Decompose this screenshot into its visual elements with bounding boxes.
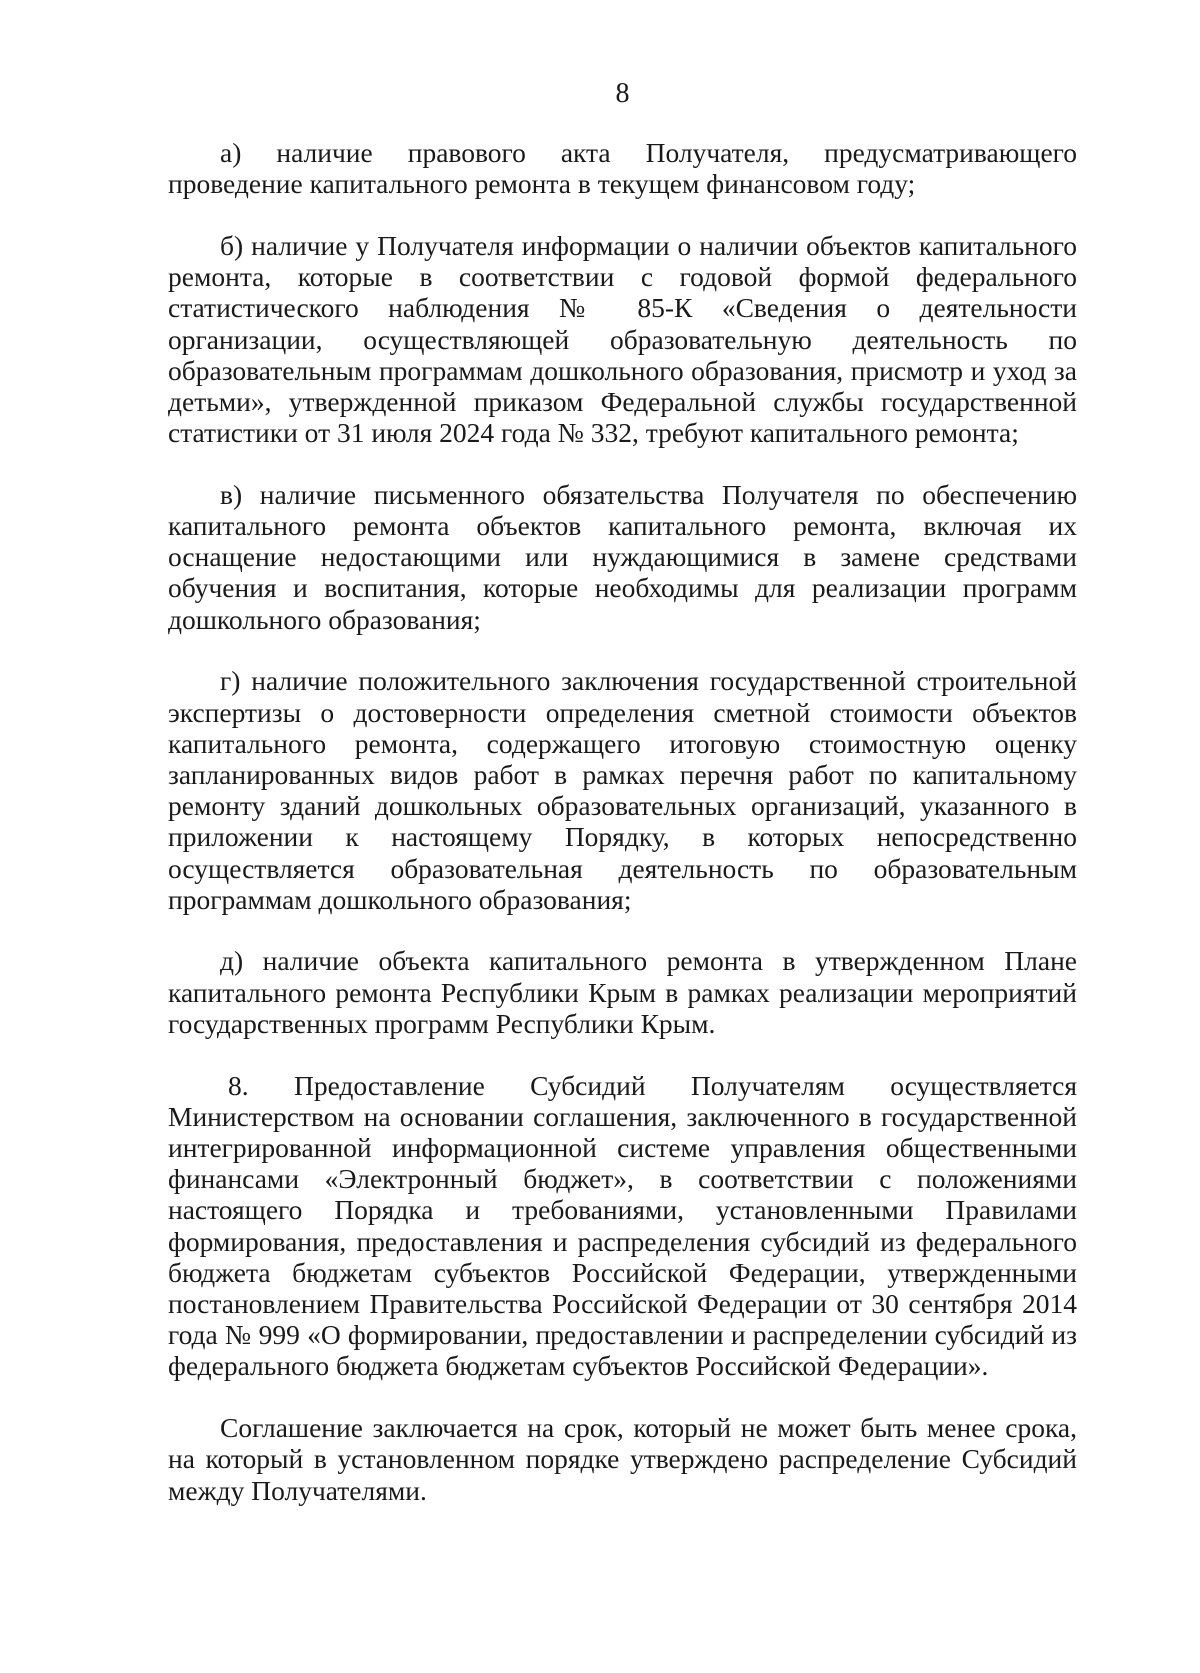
clause-v: в) наличие письменного обязательства Получателя по обеспечению капитального ремонта объектов капитального ремонта, включая их оснащение недостающими или нуждающимися в замене средствами обучения и воспитания, которые необходимы для реализации программ дошкольного образования; (168, 478, 1077, 635)
clause-a: а) наличие правового акта Получателя, предусматривающего проведение капитального ремонта в текущем финансовом году; (168, 137, 1077, 200)
document-body (168, 137, 1077, 1536)
clause-d: д) наличие объекта капитального ремонта в утвержденном Плане капитального ремонта Республики Крым в рамках реализации мероприятий государственных программ Республики Крым. (168, 945, 1077, 1039)
page-number: 8 (615, 78, 630, 109)
agreement-term-paragraph: Соглашение заключается на срок, который не может быть менее срока, на который в установленном порядке утверждено распределение Субсидий между Получателями. (168, 1412, 1077, 1506)
clause-b: б) наличие у Получателя информации о наличии объектов капитального ремонта, которые в соответствии с годовой формой федерального статистического наблюдения № 85-К «Сведения о деятельности организации, осуществляющей образовательную деятельность по образовательным программам дошкольного образования, присмотр и уход за детьми», утвержденной приказом Федеральной службы государственной статистики от 31 июля 2024 года № 332, требуют капитального ремонта; (168, 229, 1077, 449)
clause-g: г) наличие положительного заключения государственной строительной экспертизы о достоверности определения сметной стоимости объектов капитального ремонта, содержащего итоговую стоимостную оценку запланированных видов работ в рамках перечня работ по капитальному ремонту зданий дошкольных образовательных организаций, указанного в приложении к настоящему Порядку, в которых непосредственно осуществляется образовательная деятельность по образовательным программам дошкольного образования; (168, 665, 1077, 915)
section-8-paragraph: 8. Предоставление Субсидий Получателям осуществляется Министерством на основании соглашения, заключенного в государственной интегрированной информационной системе управления общественными финансами «Электронный бюджет», в соответствии с положениями настоящего Порядка и требованиями, установленными Правилами формирования, предоставления и распределения субсидий из федерального бюджета бюджетам субъектов Российской Федерации, утвержденными постановлением Правительства Российской Федерации от 30 сентября 2014 года № 999 «О формировании, предоставлении и распределении субсидий из федерального бюджета бюджетам субъектов Российской Федерации». (168, 1069, 1077, 1382)
